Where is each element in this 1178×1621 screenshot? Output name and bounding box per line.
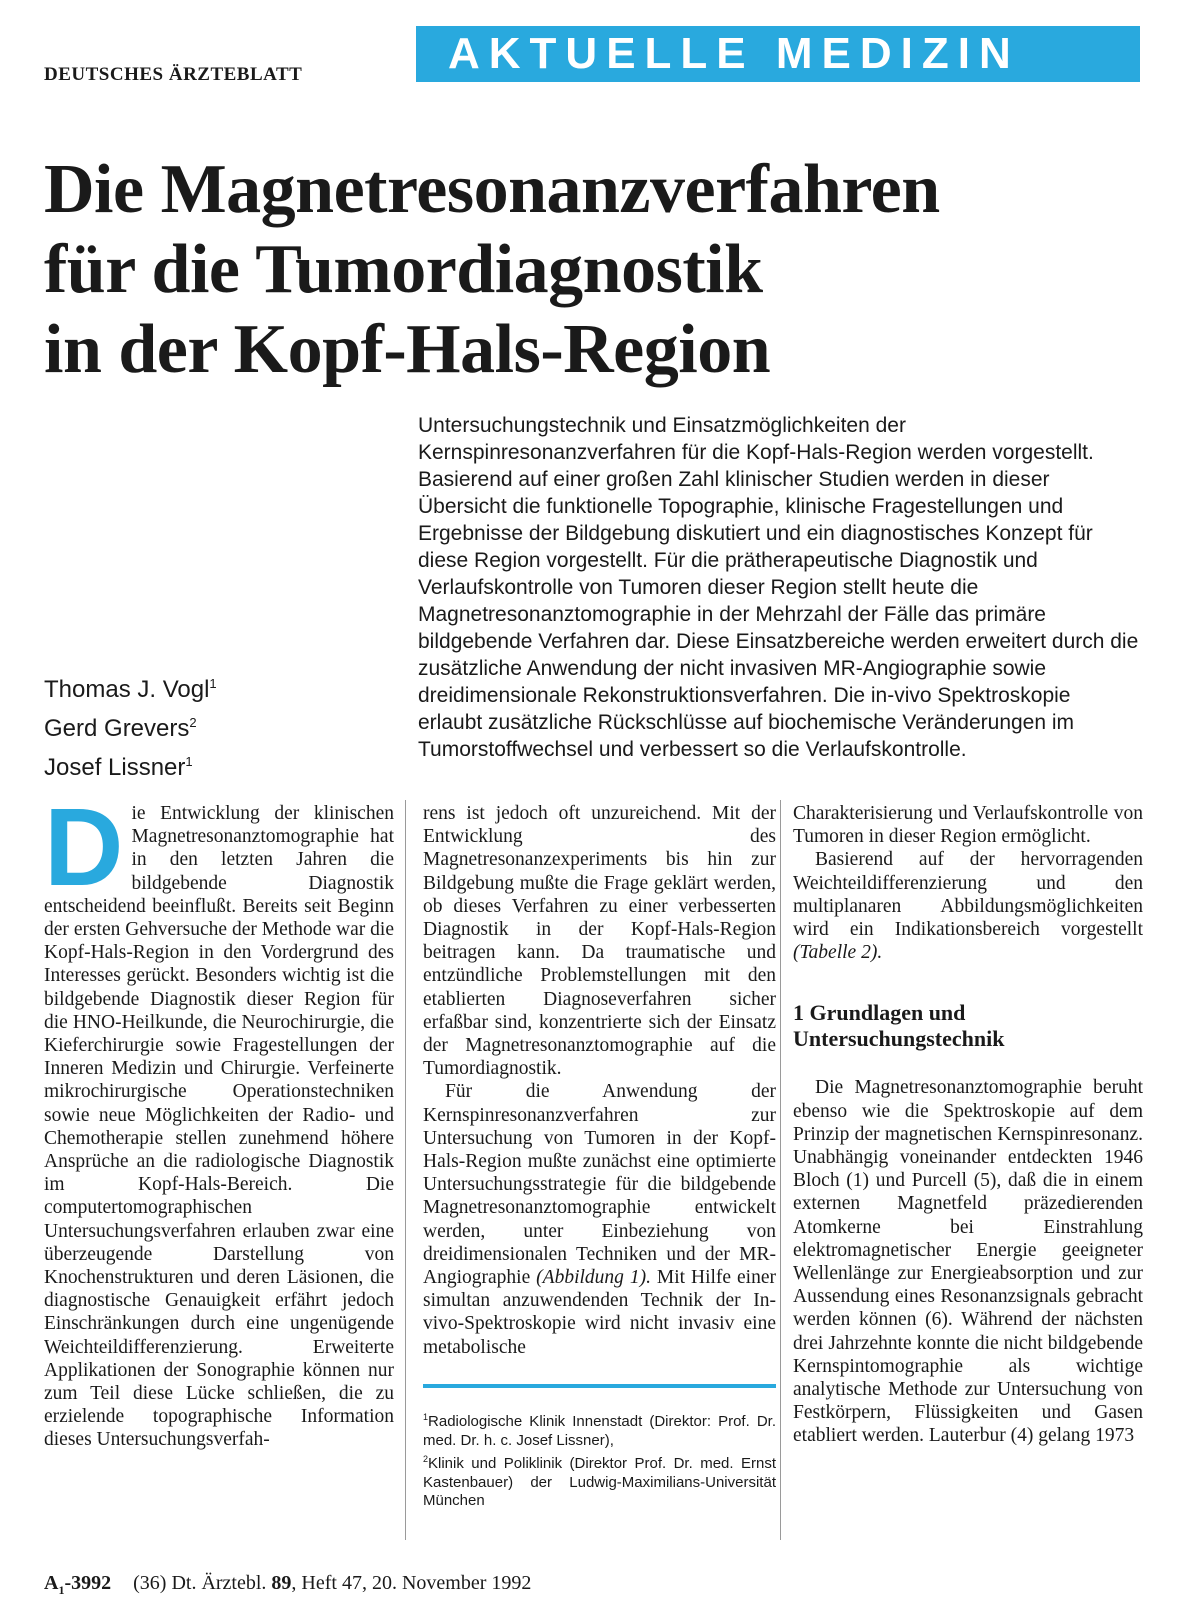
text-column-1	[44, 786, 394, 1452]
affiliation-footnotes	[423, 1408, 776, 1511]
column-divider	[780, 800, 781, 1540]
paragraph: rens ist jedoch oft unzureichend. Mit der Entwicklung des Magnetresonanzexperiments bis hin zur Bildgebung mußte die Frage geklärt werden, ob dieses Verfahren zu einer verbesserten Diagnostik in der Kopf-Hals-Region beitragen kann. Da traumatische und entzündliche Problemstellungen mit den etablierten Diagnoseverfahren sicher erfaßbar sind, konzentrierte sich der Einsatz der Magnetresonanztomographie auf die Tumordiagnostik.	[423, 803, 776, 1080]
section-banner: AKTUELLE MEDIZIN	[416, 26, 1140, 82]
footnote-rule	[423, 1384, 776, 1388]
footnote: $^1$Radiologische Klinik Innenstadt (Direktor: Prof. Dr. med. Dr. h. c. Josef Lissner),	[423, 1412, 776, 1449]
paragraph: Die Magnetresonanztomographie beruht ebenso wie die Spektroskopie auf dem Prinzip der magnetischen Kernspinresonanz. Unabhängig voneinander entdeckten 1946 Bloch (1) und Purcell (5), daß die in einem externen Magnetfeld präzedierenden Atomkerne bei Einstrahlung elektromagnetischer Energie geeigneter Wellenlänge zur Energieabsorption und zur Aussendung eines Resonanzsignals gebracht werden können (6). Während der nächsten drei Jahrzehnte konnte die nicht bildgebende Kernspintomographie als wichtige analytische Methode zur Untersuchung von Festkörpern, Flüssigkeiten und Gasen etabliert werden. Lauterbur (4) gelang 1973	[793, 1077, 1143, 1447]
author-list	[44, 667, 217, 784]
title-line-3: in der Kopf-Hals-Region	[44, 311, 771, 388]
author: Josef Lissner$^1$	[44, 754, 193, 781]
paragraph: ie Entwicklung der klinischen Magnetresonanztomographie hat in den letzten Jahren die bildgebende Diagnostik entscheidend beeinflußt. Bereits seit Beginn der ersten Gehversuche der Methode war die Kopf-Hals-Region in den Vordergrund des Interesses gerückt. Besonders wichtig ist die bildgebende Diagnostik dieser Region für die HNO-Heilkunde, die Neurochirurgie, die Kieferchirurgie sowie Fragestellungen der Inneren Medizin und Chirurgie. Verfeinerte mikrochirurgische Operationstechniken sowie neue Möglichkeiten der Radio- und Chemotherapie stellen zunehmend höhere Ansprüche an die radiologische Diagnostik im Kopf-Hals-Bereich. Die computertomographischen Untersuchungsverfahren erlauben zwar eine überzeugende Darstellung von Knochenstrukturen und deren Läsionen, die diagnostische Genauigkeit erfährt jedoch Einschränkungen durch eine ungenügende Weichteildifferenzierung. Erweiterte Applikationen der Sonographie können nur zum Teil diese Lücke schließen, die zu erzielende topographische Information dieses Untersuchungsverfah-	[44, 803, 394, 1451]
text-column-3	[793, 802, 1143, 1448]
issue-info: (36) Dt. Ärztebl. 89, Heft 47, 20. November 1992	[133, 1572, 532, 1594]
footnote: $^2$Klinik und Poliklinik (Direktor Prof. Dr. med. Ernst Kastenbauer) der Ludwig-Maximilians-Universität München	[423, 1454, 776, 1509]
title-line-2: für die Tumordiagnostik	[44, 231, 763, 308]
article-title	[44, 150, 1154, 390]
figure-reference: (Abbildung 1).	[536, 1267, 651, 1289]
page-footer	[44, 1572, 531, 1598]
paragraph: Basierend auf der hervorragenden Weichteildifferenzierung und den multiplanaren Abbildungsmöglichkeiten wird ein Indikationsbereich vorgestellt (Tabelle 2).	[793, 849, 1143, 964]
author: Gerd Grevers$^2$	[44, 715, 197, 742]
paragraph: Charakterisierung und Verlaufskontrolle von Tumoren in dieser Region ermöglicht.	[793, 803, 1143, 848]
table-reference: (Tabelle 2).	[793, 942, 883, 964]
text-column-2	[423, 802, 776, 1359]
abstract: Untersuchungstechnik und Einsatzmöglichkeiten der Kernspinresonanzverfahren für die Kopf-Hals-Region werden vorgestellt. Basierend auf einer großen Zahl klinischer Studien werden in dieser Übersicht die funktionelle Topographie, klinische Fragestellungen und Ergebnisse der Bildgebung diskutiert und ein diagnostisches Konzept für diese Region vorgestellt. Für die prätherapeutische Diagnostik und Verlaufskontrolle von Tumoren dieser Region stellt heute die Magnetresonanztomographie in der Mehrzahl der Fälle das primäre bildgebende Verfahren dar. Diese Einsatzbereiche werden erweitert durch die zusätzliche Anwendung der nicht invasiven MR-Angiographie sowie dreidimensionale Rekonstruktionsverfahren. Die in-vivo Spektroskopie erlaubt zusätzliche Rückschlüsse auf biochemische Veränderungen im Tumorstoffwechsel und verbessert so die Verlaufskontrolle.	[418, 414, 1139, 761]
drop-cap: D	[44, 786, 124, 909]
page-code: $A_1-3992$	[44, 1572, 112, 1597]
author: Thomas J. Vogl$^1$	[44, 676, 217, 703]
column-divider	[405, 800, 406, 1540]
paragraph: Für die Anwendung der Kernspinresonanzverfahren zur Untersuchung von Tumoren in der Kopf-Hals-Region mußte zunächst eine optimierte Untersuchungsstrategie für die bildgebende Magnetresonanztomographie entwickelt werden, unter Einbeziehung von dreidimensionalen Techniken und der MR-Angiographie (Abbildung 1). Mit Hilfe einer simultan anzuwendenden Technik der In-vivo-Spektroskopie wird nicht invasiv eine metabolische	[423, 1081, 776, 1358]
section-heading: 1 Grundlagen und Untersuchungstechnik	[793, 1000, 1005, 1052]
title-line-1: Die Magnetresonanzverfahren	[44, 151, 940, 228]
journal-name: DEUTSCHES ÄRZTEBLATT	[44, 64, 303, 85]
